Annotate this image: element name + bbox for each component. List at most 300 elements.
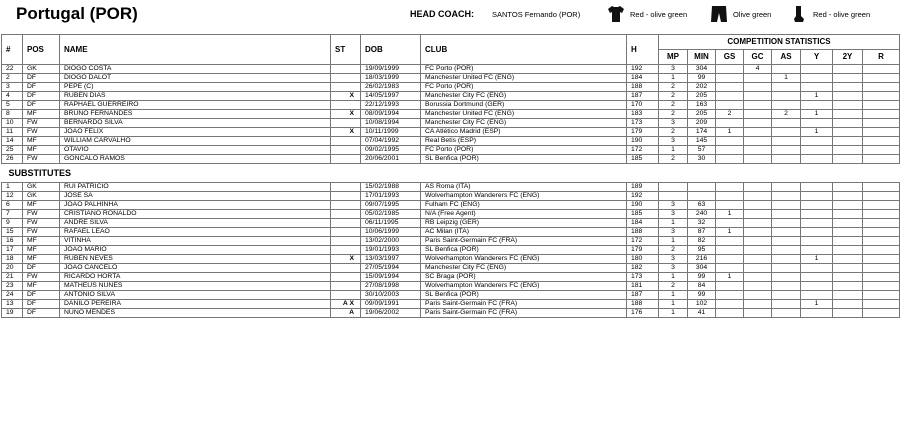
player-status (331, 228, 361, 237)
player-number: 4 (2, 92, 23, 101)
stat-min: 57 (688, 146, 716, 155)
col-competition-stats: COMPETITION STATISTICS (659, 35, 900, 50)
coach-label: HEAD COACH: (410, 9, 474, 19)
stat-min: 209 (688, 119, 716, 128)
stat-min: 32 (688, 219, 716, 228)
player-row (2, 65, 900, 74)
player-club: CA Atlético Madrid (ESP) (421, 128, 627, 137)
stat-y (801, 246, 833, 255)
stat-min: 84 (688, 282, 716, 291)
stat-2y (833, 137, 863, 146)
player-dob: 05/02/1985 (361, 210, 421, 219)
player-row (2, 74, 900, 83)
player-number: 11 (2, 128, 23, 137)
player-position: FW (23, 210, 60, 219)
stat-gs (716, 309, 744, 318)
player-status (331, 291, 361, 300)
stat-as (772, 101, 801, 110)
stat-y: 1 (801, 255, 833, 264)
stat-y (801, 264, 833, 273)
player-club: SL Benfica (POR) (421, 291, 627, 300)
stat-2y (833, 110, 863, 119)
stat-y (801, 83, 833, 92)
stat-gs (716, 137, 744, 146)
player-row (2, 119, 900, 128)
player-name: NUNO MENDES (60, 309, 331, 318)
player-dob: 08/09/1994 (361, 110, 421, 119)
stat-gc (744, 92, 772, 101)
player-status (331, 201, 361, 210)
substitutes-heading: SUBSTITUTES (2, 164, 900, 183)
player-name: RAFAEL LEAO (60, 228, 331, 237)
stat-2y (833, 228, 863, 237)
stat-min: 216 (688, 255, 716, 264)
stat-r (863, 155, 900, 164)
player-status (331, 282, 361, 291)
player-club: AC Milan (ITA) (421, 228, 627, 237)
stat-gs: 1 (716, 228, 744, 237)
player-status (331, 273, 361, 282)
stat-as: 2 (772, 110, 801, 119)
stat-y (801, 65, 833, 74)
player-club: Manchester United FC (ENG) (421, 110, 627, 119)
stat-mp: 2 (659, 83, 688, 92)
player-status (331, 101, 361, 110)
stat-y (801, 309, 833, 318)
player-dob: 10/08/1994 (361, 119, 421, 128)
player-club: SL Benfica (POR) (421, 246, 627, 255)
player-position: GK (23, 183, 60, 192)
stat-2y (833, 128, 863, 137)
player-position: FW (23, 119, 60, 128)
stat-r (863, 219, 900, 228)
stat-2y (833, 246, 863, 255)
col-num: # (2, 35, 23, 65)
player-position: MF (23, 137, 60, 146)
player-height: 183 (627, 110, 659, 119)
stat-2y (833, 201, 863, 210)
stat-gs: 1 (716, 128, 744, 137)
stat-min: 202 (688, 83, 716, 92)
stat-mp: 3 (659, 228, 688, 237)
stat-2y (833, 183, 863, 192)
stat-min: 63 (688, 201, 716, 210)
stat-gs: 1 (716, 210, 744, 219)
stat-mp: 3 (659, 255, 688, 264)
player-club: FC Porto (POR) (421, 83, 627, 92)
player-dob: 06/11/1995 (361, 219, 421, 228)
stat-mp: 1 (659, 219, 688, 228)
stat-gc (744, 237, 772, 246)
player-dob: 15/02/1988 (361, 183, 421, 192)
stat-gs (716, 237, 744, 246)
stat-y (801, 101, 833, 110)
stat-gc (744, 219, 772, 228)
player-position: MF (23, 246, 60, 255)
stat-gc (744, 128, 772, 137)
stat-r (863, 309, 900, 318)
stat-as (772, 246, 801, 255)
kit-socks-label: Red - olive green (813, 9, 871, 19)
player-club: Manchester United FC (ENG) (421, 74, 627, 83)
stat-gs (716, 192, 744, 201)
player-height: 192 (627, 192, 659, 201)
player-position: GK (23, 192, 60, 201)
player-position: MF (23, 110, 60, 119)
player-status (331, 74, 361, 83)
stat-as (772, 219, 801, 228)
player-dob: 09/09/1991 (361, 300, 421, 309)
player-position: FW (23, 219, 60, 228)
stat-y (801, 210, 833, 219)
player-height: 173 (627, 273, 659, 282)
player-dob: 09/07/1995 (361, 201, 421, 210)
player-row (2, 282, 900, 291)
player-number: 17 (2, 246, 23, 255)
player-position: FW (23, 128, 60, 137)
stat-as (772, 210, 801, 219)
player-position: DF (23, 309, 60, 318)
stat-r (863, 201, 900, 210)
stat-gs (716, 291, 744, 300)
stat-r (863, 273, 900, 282)
stat-mp: 1 (659, 146, 688, 155)
stat-y (801, 155, 833, 164)
player-row (2, 291, 900, 300)
player-row (2, 246, 900, 255)
stat-min: 205 (688, 92, 716, 101)
stat-gc (744, 255, 772, 264)
player-dob: 15/09/1994 (361, 273, 421, 282)
stat-2y (833, 300, 863, 309)
player-row (2, 183, 900, 192)
stat-2y (833, 237, 863, 246)
player-number: 1 (2, 183, 23, 192)
player-number: 7 (2, 210, 23, 219)
player-dob: 18/03/1999 (361, 74, 421, 83)
stat-as (772, 273, 801, 282)
player-number: 6 (2, 201, 23, 210)
section-row (2, 164, 900, 183)
stat-mp: 3 (659, 137, 688, 146)
shirt-icon (606, 4, 626, 24)
stat-y (801, 146, 833, 155)
player-name: DIOGO COSTA (60, 65, 331, 74)
stat-y (801, 119, 833, 128)
col-pos: POS (23, 35, 60, 65)
col-club: CLUB (421, 35, 627, 65)
player-name: RUBEN DIAS (60, 92, 331, 101)
shorts-icon (709, 4, 729, 24)
stat-as (772, 291, 801, 300)
stat-as (772, 65, 801, 74)
player-position: MF (23, 282, 60, 291)
player-height: 176 (627, 309, 659, 318)
col-dob: DOB (361, 35, 421, 65)
player-number: 14 (2, 137, 23, 146)
stat-as (772, 228, 801, 237)
player-height: 179 (627, 128, 659, 137)
player-status (331, 219, 361, 228)
player-height: 179 (627, 246, 659, 255)
stat-r (863, 237, 900, 246)
stat-min: 163 (688, 101, 716, 110)
player-height: 187 (627, 92, 659, 101)
stat-mp: 2 (659, 101, 688, 110)
stat-y (801, 219, 833, 228)
stat-r (863, 128, 900, 137)
col-gc: GC (744, 50, 772, 65)
page-header (0, 0, 900, 30)
col-y: Y (801, 50, 833, 65)
stat-gc (744, 137, 772, 146)
stat-gc (744, 210, 772, 219)
stat-gs: 2 (716, 110, 744, 119)
stat-gc (744, 309, 772, 318)
stat-y (801, 273, 833, 282)
player-name: ANDRE SILVA (60, 219, 331, 228)
player-number: 10 (2, 119, 23, 128)
stat-gs (716, 300, 744, 309)
stat-min: 82 (688, 237, 716, 246)
stat-y: 1 (801, 300, 833, 309)
player-status (331, 146, 361, 155)
stat-mp: 1 (659, 74, 688, 83)
player-position: MF (23, 255, 60, 264)
player-number: 16 (2, 237, 23, 246)
stat-gc (744, 101, 772, 110)
player-height: 187 (627, 291, 659, 300)
player-number: 9 (2, 219, 23, 228)
stat-2y (833, 155, 863, 164)
stat-r (863, 119, 900, 128)
player-club: Wolverhampton Wanderers FC (ENG) (421, 282, 627, 291)
col-2y: 2Y (833, 50, 863, 65)
stat-as (772, 119, 801, 128)
player-position: MF (23, 201, 60, 210)
stat-2y (833, 83, 863, 92)
coach-name: SANTOS Fernando (POR) (492, 10, 581, 19)
stat-as (772, 300, 801, 309)
player-dob: 13/02/2000 (361, 237, 421, 246)
stat-mp: 3 (659, 264, 688, 273)
stat-as (772, 137, 801, 146)
player-status: X (331, 92, 361, 101)
player-number: 2 (2, 74, 23, 83)
stat-min: 99 (688, 273, 716, 282)
col-st: ST (331, 35, 361, 65)
player-name: MATHEUS NUNES (60, 282, 331, 291)
player-row (2, 192, 900, 201)
stat-y (801, 291, 833, 300)
player-club: Wolverhampton Wanderers FC (ENG) (421, 192, 627, 201)
stat-as: 1 (772, 74, 801, 83)
stat-2y (833, 309, 863, 318)
player-row (2, 83, 900, 92)
stat-min (688, 183, 716, 192)
player-height: 173 (627, 119, 659, 128)
substitutes-body (2, 183, 900, 318)
player-row (2, 201, 900, 210)
stat-r (863, 300, 900, 309)
player-height: 190 (627, 137, 659, 146)
player-name: JOAO MARIO (60, 246, 331, 255)
player-name: GONCALO RAMOS (60, 155, 331, 164)
substitutes-section (2, 164, 900, 183)
player-dob: 17/01/1993 (361, 192, 421, 201)
player-position: FW (23, 228, 60, 237)
stat-mp: 2 (659, 282, 688, 291)
player-status (331, 83, 361, 92)
player-dob: 20/06/2001 (361, 155, 421, 164)
stat-gc (744, 183, 772, 192)
stat-y (801, 137, 833, 146)
stat-gc (744, 264, 772, 273)
player-position: DF (23, 291, 60, 300)
stat-2y (833, 146, 863, 155)
player-height: 182 (627, 264, 659, 273)
player-name: CRISTIANO RONALDO (60, 210, 331, 219)
stat-r (863, 291, 900, 300)
stat-2y (833, 255, 863, 264)
player-number: 23 (2, 282, 23, 291)
player-row (2, 237, 900, 246)
player-row (2, 128, 900, 137)
col-as: AS (772, 50, 801, 65)
player-row (2, 309, 900, 318)
stat-as (772, 155, 801, 164)
stat-as (772, 237, 801, 246)
stat-gs (716, 146, 744, 155)
stat-mp: 2 (659, 92, 688, 101)
player-dob: 27/05/1994 (361, 264, 421, 273)
player-club: Real Betis (ESP) (421, 137, 627, 146)
player-dob: 26/02/1983 (361, 83, 421, 92)
player-row (2, 219, 900, 228)
stat-as (772, 309, 801, 318)
stat-min (688, 192, 716, 201)
player-club: SL Benfica (POR) (421, 155, 627, 164)
player-dob: 09/02/1995 (361, 146, 421, 155)
player-position: DF (23, 300, 60, 309)
player-row (2, 92, 900, 101)
stat-as (772, 192, 801, 201)
stat-gc (744, 201, 772, 210)
player-height: 172 (627, 237, 659, 246)
stat-gs (716, 155, 744, 164)
player-row (2, 264, 900, 273)
player-club: AS Roma (ITA) (421, 183, 627, 192)
stat-r (863, 101, 900, 110)
stat-y (801, 228, 833, 237)
stat-mp: 3 (659, 65, 688, 74)
stat-min: 41 (688, 309, 716, 318)
stat-gc (744, 282, 772, 291)
stat-y (801, 201, 833, 210)
stat-gc (744, 83, 772, 92)
player-position: DF (23, 264, 60, 273)
stat-min: 240 (688, 210, 716, 219)
stat-2y (833, 219, 863, 228)
player-position: DF (23, 74, 60, 83)
stat-2y (833, 273, 863, 282)
player-row (2, 255, 900, 264)
stat-gs (716, 219, 744, 228)
player-club: Wolverhampton Wanderers FC (ENG) (421, 255, 627, 264)
player-club: N/A (Free Agent) (421, 210, 627, 219)
stat-gc (744, 273, 772, 282)
stat-mp: 3 (659, 210, 688, 219)
player-height: 188 (627, 83, 659, 92)
player-row (2, 101, 900, 110)
player-position: DF (23, 83, 60, 92)
player-row (2, 300, 900, 309)
player-position: DF (23, 92, 60, 101)
player-dob: 19/01/1993 (361, 246, 421, 255)
player-status (331, 65, 361, 74)
player-name: RAPHAEL GUERREIRO (60, 101, 331, 110)
player-height: 185 (627, 155, 659, 164)
player-height: 172 (627, 146, 659, 155)
stat-r (863, 255, 900, 264)
stat-gs (716, 119, 744, 128)
player-row (2, 273, 900, 282)
player-club: FC Porto (POR) (421, 146, 627, 155)
stat-mp (659, 192, 688, 201)
stat-gs (716, 246, 744, 255)
stat-r (863, 65, 900, 74)
player-number: 13 (2, 300, 23, 309)
stat-2y (833, 264, 863, 273)
player-club: Manchester City FC (ENG) (421, 92, 627, 101)
player-height: 188 (627, 228, 659, 237)
player-dob: 22/12/1993 (361, 101, 421, 110)
stat-as (772, 183, 801, 192)
player-height: 189 (627, 183, 659, 192)
player-club: Borussia Dortmund (GER) (421, 101, 627, 110)
kit-shorts (709, 4, 771, 24)
stat-gs (716, 83, 744, 92)
stat-gc (744, 110, 772, 119)
stat-mp: 1 (659, 273, 688, 282)
stat-gs (716, 92, 744, 101)
player-height: 170 (627, 101, 659, 110)
stat-as (772, 128, 801, 137)
stat-r (863, 246, 900, 255)
player-number: 12 (2, 192, 23, 201)
player-number: 20 (2, 264, 23, 273)
player-height: 181 (627, 282, 659, 291)
stat-min: 304 (688, 264, 716, 273)
kit-shorts-label: Olive green (733, 9, 772, 19)
stat-min: 99 (688, 291, 716, 300)
player-position: DF (23, 101, 60, 110)
stat-gs (716, 65, 744, 74)
player-number: 26 (2, 155, 23, 164)
player-name: OTAVIO (60, 146, 331, 155)
player-dob: 10/11/1999 (361, 128, 421, 137)
player-number: 24 (2, 291, 23, 300)
stat-mp: 1 (659, 237, 688, 246)
stat-gs (716, 255, 744, 264)
stat-mp: 2 (659, 110, 688, 119)
stat-gc (744, 155, 772, 164)
stat-gc (744, 74, 772, 83)
kit-socks (789, 4, 870, 24)
stat-gc (744, 119, 772, 128)
stat-2y (833, 92, 863, 101)
player-row (2, 110, 900, 119)
